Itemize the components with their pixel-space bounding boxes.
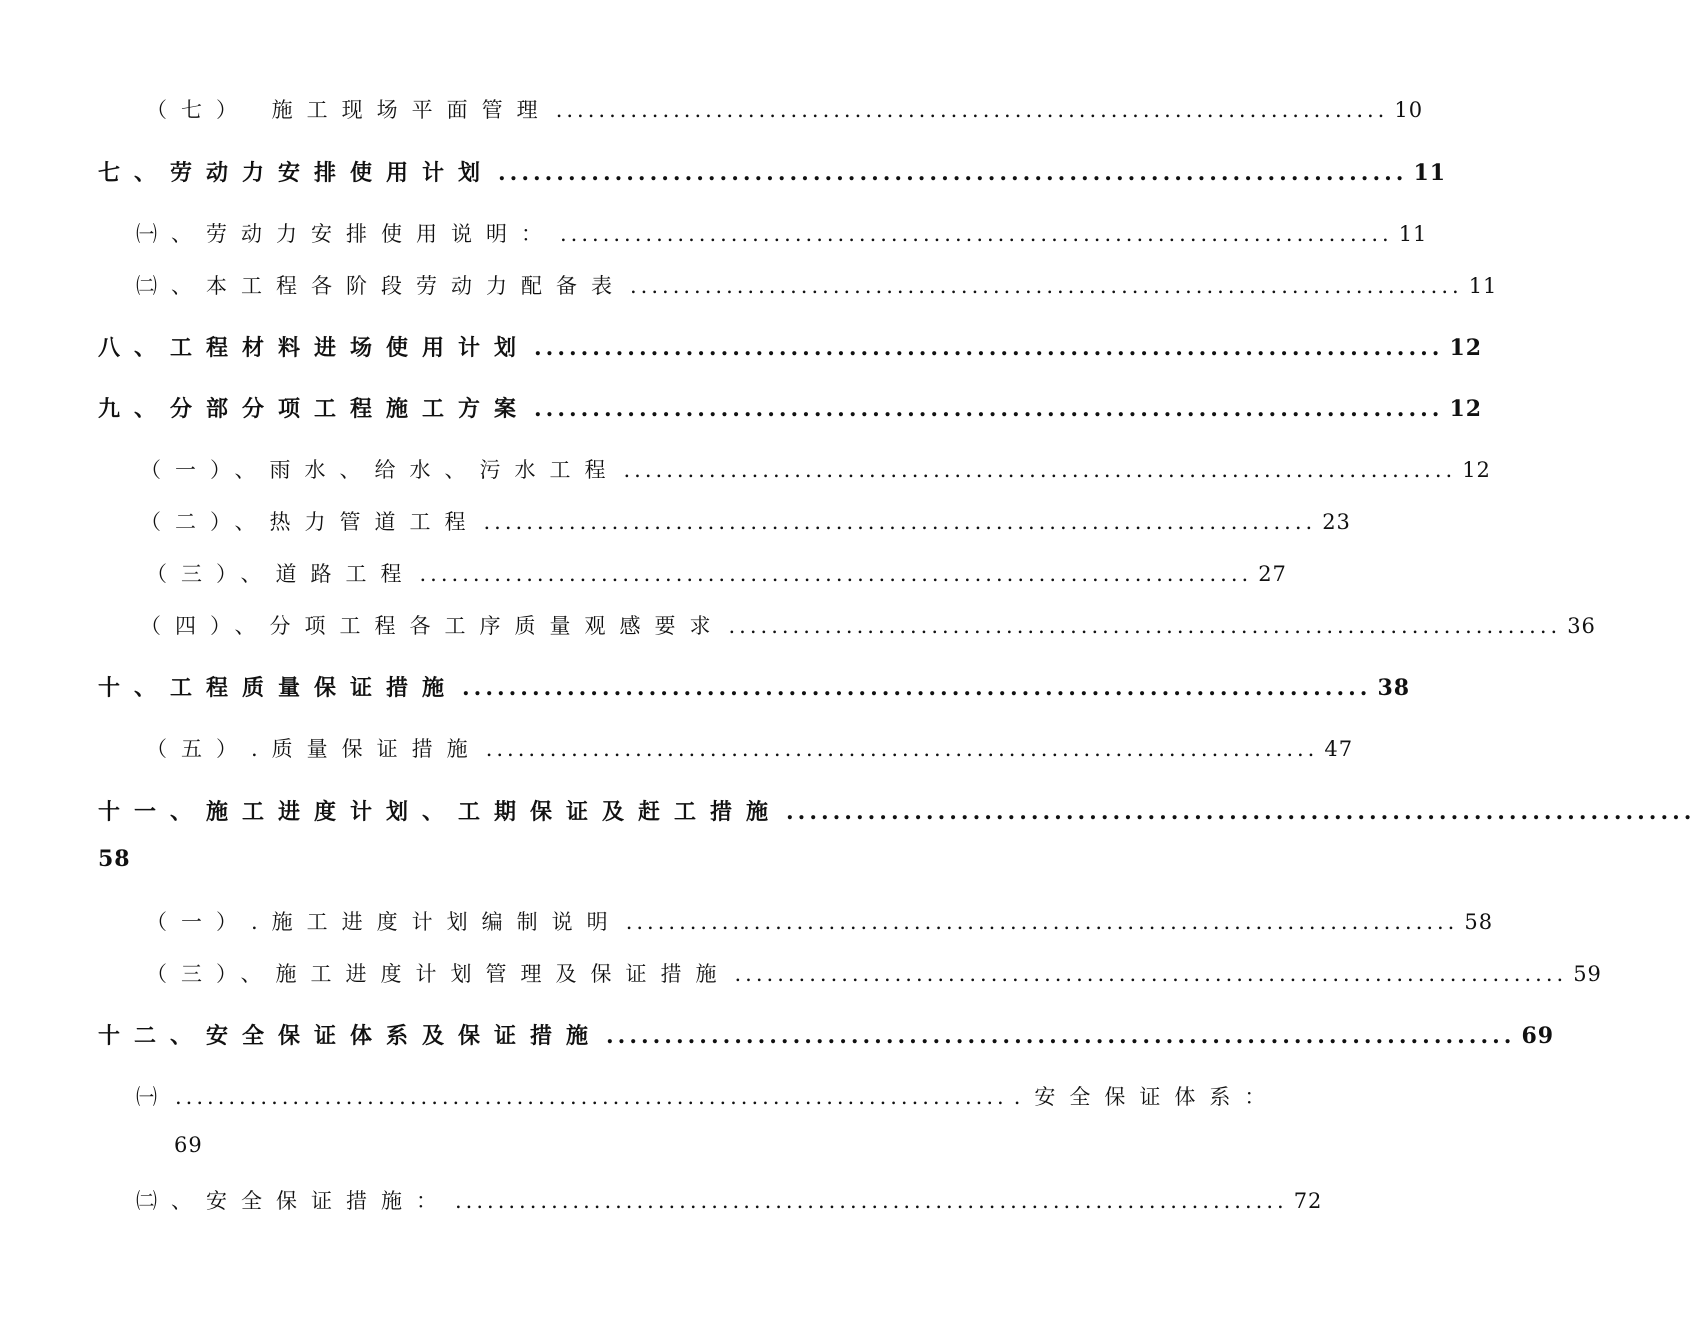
- toc-entry-page: 59: [1573, 962, 1602, 986]
- toc-entry-title: 九、分部分项工程施工方案: [98, 396, 531, 422]
- toc-entry-title: 十一、施工进度计划、工期保证及赶工措施: [98, 799, 783, 825]
- toc-entry-page: 11: [1398, 222, 1428, 246]
- toc-entry-title: ㈡、安全保证措施：: [136, 1189, 451, 1213]
- toc-leader-dots: ..............................................................................: [555, 98, 1389, 122]
- toc-entry-title: 七、劳动力安排使用计划: [98, 160, 495, 186]
- toc-entry-page: 12: [1449, 335, 1483, 361]
- toc-entry-page: 47: [1324, 737, 1354, 761]
- toc-entry[interactable]: [136, 218, 1428, 248]
- toc-leader-dots: ..............................................................................: [534, 396, 1444, 422]
- toc-entry[interactable]: [98, 795, 1695, 826]
- toc-entry-page: 10: [1394, 98, 1424, 122]
- toc-entry-title: 十二、安全保证体系及保证措施: [98, 1023, 603, 1049]
- toc-entry-suffix: .安全保证体系：: [1013, 1085, 1280, 1109]
- toc-leader-dots: ..............................................................................: [786, 799, 1695, 825]
- toc-entry-page: 12: [1449, 396, 1483, 422]
- toc-entry-page: 36: [1567, 614, 1596, 638]
- toc-leader-dots: ..............................................................................: [606, 1023, 1516, 1049]
- toc-entry[interactable]: [146, 958, 1602, 988]
- toc-entry-page: 58: [98, 846, 131, 872]
- toc-entry-page: 23: [1322, 510, 1351, 534]
- toc-entry[interactable]: [98, 331, 1483, 362]
- toc-entry[interactable]: [146, 906, 1494, 936]
- toc-entry-page: 69: [1521, 1023, 1555, 1049]
- toc-entry-page: 11: [1468, 274, 1498, 298]
- toc-entry-title: （五）.质量保证措施: [146, 737, 482, 761]
- toc-entry-title: （一）.施工进度计划编制说明: [146, 910, 622, 934]
- toc-leader-dots: ..............................................................................: [498, 160, 1408, 186]
- toc-leader-dots: ..............................................................................: [534, 335, 1444, 361]
- toc-entry[interactable]: [140, 454, 1491, 484]
- toc-leader-dots: ..............................................................................: [485, 737, 1319, 761]
- toc-entry[interactable]: [98, 671, 1411, 702]
- toc-leader-dots: ..............................................................................: [455, 1189, 1288, 1213]
- toc-leader-dots: ..............................................................................: [625, 910, 1459, 934]
- toc-entry-page: 27: [1258, 562, 1287, 586]
- toc-entry-title: ㈠、劳动力安排使用说明：: [136, 222, 556, 246]
- toc-entry-title: （二）、热力管道工程: [140, 510, 480, 534]
- toc-entry-title: ㈡、本工程各阶段劳动力配备表: [136, 274, 626, 298]
- toc-entry[interactable]: [146, 94, 1424, 124]
- toc-entry[interactable]: [98, 392, 1483, 423]
- toc-leader-dots: ..............................................................................: [623, 458, 1457, 482]
- toc-entry[interactable]: [140, 610, 1596, 640]
- toc-leader-dots: ..............................................................................: [560, 222, 1393, 246]
- toc-entry[interactable]: [136, 1185, 1323, 1215]
- toc-leader-dots: ..............................................................................: [734, 962, 1568, 986]
- toc-entry-title: （一）、雨水、给水、污水工程: [140, 458, 620, 482]
- toc-entry-title: （四）、分项工程各工序质量观感要求: [140, 614, 725, 638]
- toc-entry-page: 72: [1293, 1189, 1323, 1213]
- toc-entry[interactable]: [136, 270, 1498, 300]
- toc-entry-title: （三）、施工进度计划管理及保证措施: [146, 962, 731, 986]
- toc-entry-title: （七） 施工现场平面管理: [146, 98, 552, 122]
- toc-leader-dots: ..............................................................................: [419, 562, 1253, 586]
- toc-entry[interactable]: [140, 506, 1351, 536]
- toc-entry-page: 11: [1413, 160, 1447, 186]
- toc-entry-title: 八、工程材料进场使用计划: [98, 335, 531, 361]
- toc-entry-page: 69: [174, 1133, 203, 1157]
- toc-leader-dots: ..............................................................................: [483, 510, 1317, 534]
- toc-leader-dots: ..............................................................................: [630, 274, 1463, 298]
- toc-entry[interactable]: [98, 156, 1447, 187]
- toc-entry[interactable]: [98, 1019, 1555, 1050]
- toc-leader-dots: ..............................................................................: [175, 1085, 1008, 1109]
- toc-leader-dots: ..............................................................................: [462, 675, 1372, 701]
- toc-entry-title: （三）、道路工程: [146, 562, 416, 586]
- toc-leader-dots: ..............................................................................: [728, 614, 1562, 638]
- toc-entry[interactable]: [146, 558, 1287, 588]
- toc-entry-page: 12: [1462, 458, 1491, 482]
- toc-entry[interactable]: [136, 1081, 1280, 1111]
- toc-entry-page: 38: [1377, 675, 1411, 701]
- toc-entry-page: 58: [1464, 910, 1494, 934]
- toc-entry-title: ㈠: [136, 1085, 171, 1109]
- toc-entry-title: 十、工程质量保证措施: [98, 675, 459, 701]
- toc-entry[interactable]: [146, 733, 1354, 763]
